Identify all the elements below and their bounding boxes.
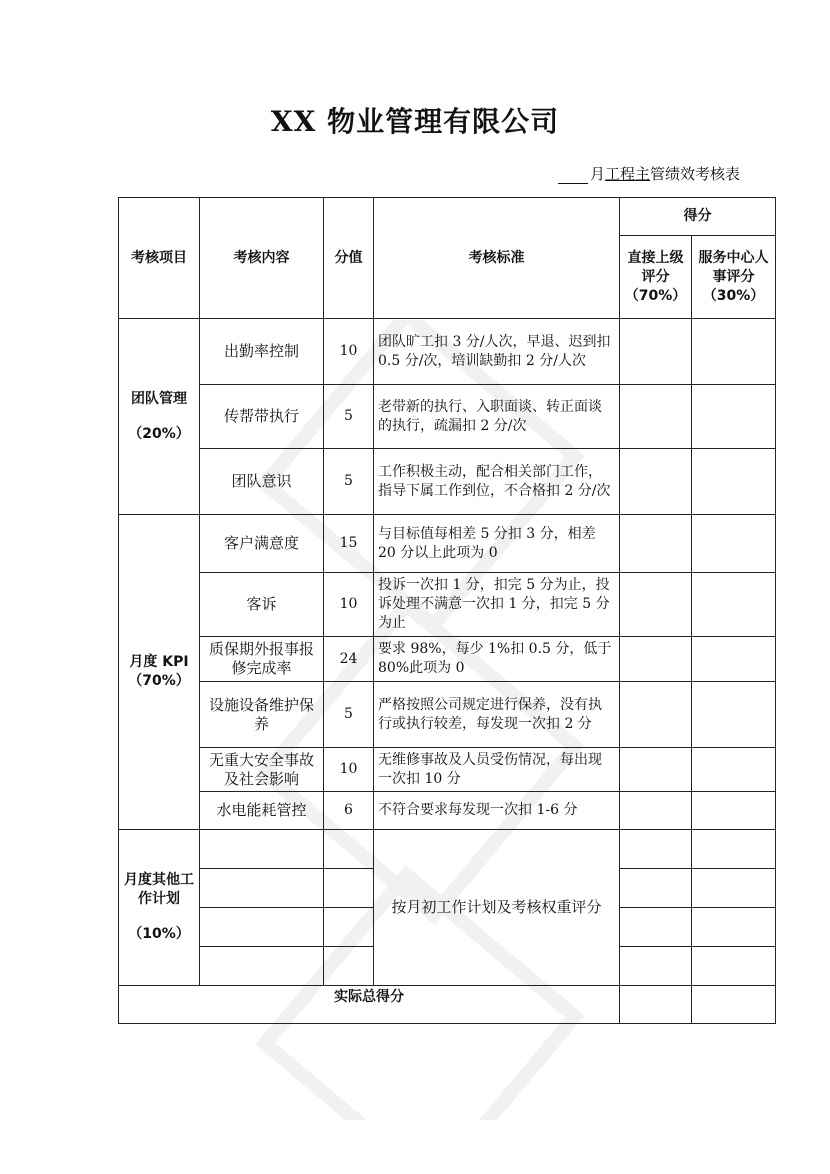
hr-score-cell[interactable] xyxy=(692,449,776,515)
criteria-cell: 严格按照公司规定进行保养，没有执行或执行较差，每发现一次扣 2 分 xyxy=(374,682,620,748)
hr-score-cell[interactable] xyxy=(692,385,776,449)
content-cell: 质保期外报事报修完成率 xyxy=(200,637,324,682)
header-supervisor-label: 直接上级评分 xyxy=(627,249,684,285)
content-cell: 出勤率控制 xyxy=(200,319,324,385)
table-row xyxy=(119,792,776,830)
supervisor-score-cell[interactable] xyxy=(620,947,692,986)
supervisor-score-cell[interactable] xyxy=(620,869,692,908)
criteria-cell: 投诉一次扣 1 分，扣完 5 分为止，投诉处理不满意一次扣 1 分，扣完 5 分为止 xyxy=(374,573,620,637)
supervisor-score-cell[interactable] xyxy=(620,319,692,385)
criteria-cell: 与目标值每相差 5 分扣 3 分，相差 20 分以上此项为 0 xyxy=(374,515,620,573)
criteria-cell: 团队旷工扣 3 分/人次，早退、迟到扣 0.5 分/次，培训缺勤扣 2 分/人次 xyxy=(374,319,620,385)
hr-score-cell[interactable] xyxy=(692,792,776,830)
document-title: XX 物业管理有限公司 xyxy=(270,105,560,138)
category-team-label: 团队管理 xyxy=(131,390,187,407)
header-supervisor-pct: （70%） xyxy=(624,287,687,304)
total-label: 实际总得分 xyxy=(119,986,620,1024)
supervisor-score-cell[interactable] xyxy=(620,792,692,830)
table-row xyxy=(119,449,776,515)
header-hr-pct: （30%） xyxy=(702,287,765,304)
criteria-cell: 要求 98%，每少 1%扣 0.5 分，低于 80%此项为 0 xyxy=(374,637,620,682)
hr-score-cell[interactable] xyxy=(692,748,776,792)
score-cell[interactable] xyxy=(324,947,374,986)
header-item: 考核项目 xyxy=(119,198,200,319)
content-cell: 无重大安全事故及社会影响 xyxy=(200,748,324,792)
header-score: 分值 xyxy=(324,198,374,319)
content-cell: 客户满意度 xyxy=(200,515,324,573)
table-row xyxy=(119,637,776,682)
hr-score-cell[interactable] xyxy=(692,869,776,908)
supervisor-score-cell[interactable] xyxy=(620,449,692,515)
criteria-cell: 无维修事故及人员受伤情况，每出现一次扣 10 分 xyxy=(374,748,620,792)
subtitle-underlined: 工程主 xyxy=(604,165,650,183)
category-other xyxy=(119,830,200,986)
supervisor-score-cell[interactable] xyxy=(620,748,692,792)
subtitle-prefix: 月 xyxy=(589,165,605,183)
header-criteria: 考核标准 xyxy=(374,198,620,319)
content-cell[interactable] xyxy=(200,908,324,947)
score-cell: 5 xyxy=(324,385,374,449)
table-row xyxy=(119,682,776,748)
content-cell: 传帮带执行 xyxy=(200,385,324,449)
score-cell: 5 xyxy=(324,449,374,515)
supervisor-score-cell[interactable] xyxy=(620,385,692,449)
hr-score-cell[interactable] xyxy=(692,947,776,986)
supervisor-score-cell[interactable] xyxy=(620,515,692,573)
category-team xyxy=(119,319,200,515)
header-hr xyxy=(692,236,776,319)
content-cell: 客诉 xyxy=(200,573,324,637)
document-subtitle xyxy=(558,163,740,184)
hr-score-cell[interactable] xyxy=(692,682,776,748)
total-row xyxy=(119,986,776,1024)
category-other-label: 月度其他工作计划 xyxy=(124,872,194,907)
category-kpi xyxy=(119,515,200,830)
score-cell[interactable] xyxy=(324,830,374,869)
content-cell[interactable] xyxy=(200,869,324,908)
supervisor-score-cell[interactable] xyxy=(620,573,692,637)
criteria-cell: 不符合要求每发现一次扣 1-6 分 xyxy=(374,792,620,830)
hr-score-cell[interactable] xyxy=(692,573,776,637)
month-blank[interactable] xyxy=(558,167,588,184)
supervisor-score-cell[interactable] xyxy=(620,682,692,748)
header-result: 得分 xyxy=(620,198,776,236)
table-row xyxy=(119,748,776,792)
hr-score-cell[interactable] xyxy=(692,319,776,385)
content-cell: 团队意识 xyxy=(200,449,324,515)
hr-score-cell[interactable] xyxy=(692,637,776,682)
category-other-weight: （10%） xyxy=(128,926,190,942)
score-cell[interactable] xyxy=(324,869,374,908)
category-team-weight: （20%） xyxy=(128,425,190,442)
table-row xyxy=(119,319,776,385)
hr-score-cell[interactable] xyxy=(692,908,776,947)
criteria-cell: 工作积极主动，配合相关部门工作，指导下属工作到位，不合格扣 2 分/次 xyxy=(374,449,620,515)
content-cell: 水电能耗管控 xyxy=(200,792,324,830)
content-cell: 设施设备维护保养 xyxy=(200,682,324,748)
content-cell[interactable] xyxy=(200,830,324,869)
score-cell: 5 xyxy=(324,682,374,748)
total-supervisor-cell[interactable] xyxy=(620,986,692,1024)
hr-score-cell[interactable] xyxy=(692,515,776,573)
header-content: 考核内容 xyxy=(200,198,324,319)
subtitle-suffix: 管绩效考核表 xyxy=(649,165,740,183)
score-cell: 10 xyxy=(324,319,374,385)
score-cell: 24 xyxy=(324,637,374,682)
table-row xyxy=(119,573,776,637)
criteria-cell-other: 按月初工作计划及考核权重评分 xyxy=(374,830,620,986)
table-row xyxy=(119,830,776,869)
header-supervisor xyxy=(620,236,692,319)
category-kpi-weight: （70%） xyxy=(128,673,190,689)
supervisor-score-cell[interactable] xyxy=(620,908,692,947)
score-cell: 15 xyxy=(324,515,374,573)
table-row xyxy=(119,385,776,449)
header-hr-label: 服务中心人事评分 xyxy=(698,249,769,285)
hr-score-cell[interactable] xyxy=(692,830,776,869)
supervisor-score-cell[interactable] xyxy=(620,637,692,682)
score-cell: 6 xyxy=(324,792,374,830)
category-kpi-label: 月度 KPI xyxy=(129,654,189,670)
score-cell: 10 xyxy=(324,573,374,637)
supervisor-score-cell[interactable] xyxy=(620,830,692,869)
criteria-cell: 老带新的执行、入职面谈、转正面谈的执行，疏漏扣 2 分/次 xyxy=(374,385,620,449)
appraisal-table xyxy=(118,197,776,1024)
content-cell[interactable] xyxy=(200,947,324,986)
total-hr-cell[interactable] xyxy=(692,986,776,1024)
score-cell: 10 xyxy=(324,748,374,792)
table-row xyxy=(119,515,776,573)
score-cell[interactable] xyxy=(324,908,374,947)
